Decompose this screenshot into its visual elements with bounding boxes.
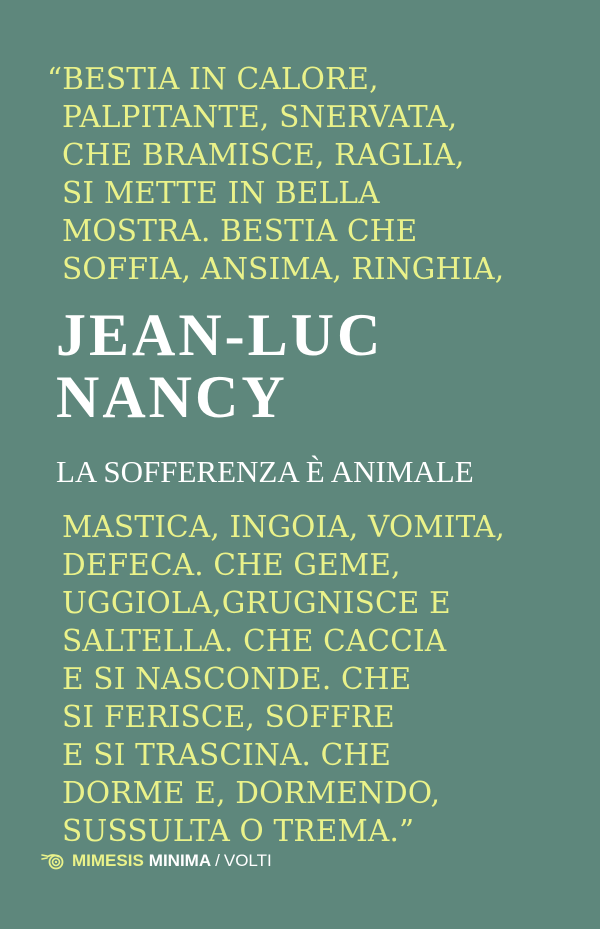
- subseries-name: VOLTI: [223, 851, 272, 870]
- quote-line: SI METTE IN BELLA: [62, 176, 380, 210]
- series-separator: /: [215, 851, 220, 870]
- author-first-name: JEAN-LUC: [56, 302, 384, 368]
- quote-line: MOSTRA. BESTIA CHE: [62, 214, 418, 248]
- quote-line: E SI TRASCINA. CHE: [62, 738, 392, 772]
- series-name: MINIMA: [148, 851, 212, 870]
- quote-line: DEFECA. CHE GEME,: [62, 548, 401, 582]
- quote-line: CHE BRAMISCE, RAGLIA,: [62, 138, 465, 172]
- opening-quote: [47, 60, 505, 288]
- closing-quote: [62, 508, 505, 850]
- quote-line: SOFFIA, ANSIMA, RINGHIA,: [62, 252, 505, 286]
- author-name: [56, 304, 383, 428]
- quote-line: SI FERISCE, SOFFRE: [62, 700, 395, 734]
- author-last-name: NANCY: [56, 364, 288, 430]
- quote-line: MASTICA, INGOIA, VOMITA,: [62, 510, 505, 544]
- quote-line: PALPITANTE, SNERVATA,: [62, 100, 458, 134]
- quote-line: DORME E, DORMENDO,: [62, 776, 441, 810]
- quote-line: “BESTIA IN CALORE,: [47, 62, 379, 96]
- quote-line: UGGIOLA,GRUGNISCE E: [62, 586, 451, 620]
- quote-line: E SI NASCONDE. CHE: [62, 662, 412, 696]
- quote-line: SUSSULTA O TREMA.”: [62, 814, 415, 848]
- publisher-name: MIMESIS: [72, 851, 144, 870]
- snail-icon: [40, 852, 66, 870]
- book-title: LA SOFFERENZA È ANIMALE: [56, 454, 474, 489]
- quote-line: SALTELLA. CHE CACCIA: [62, 624, 447, 658]
- publisher-imprint: [40, 851, 272, 871]
